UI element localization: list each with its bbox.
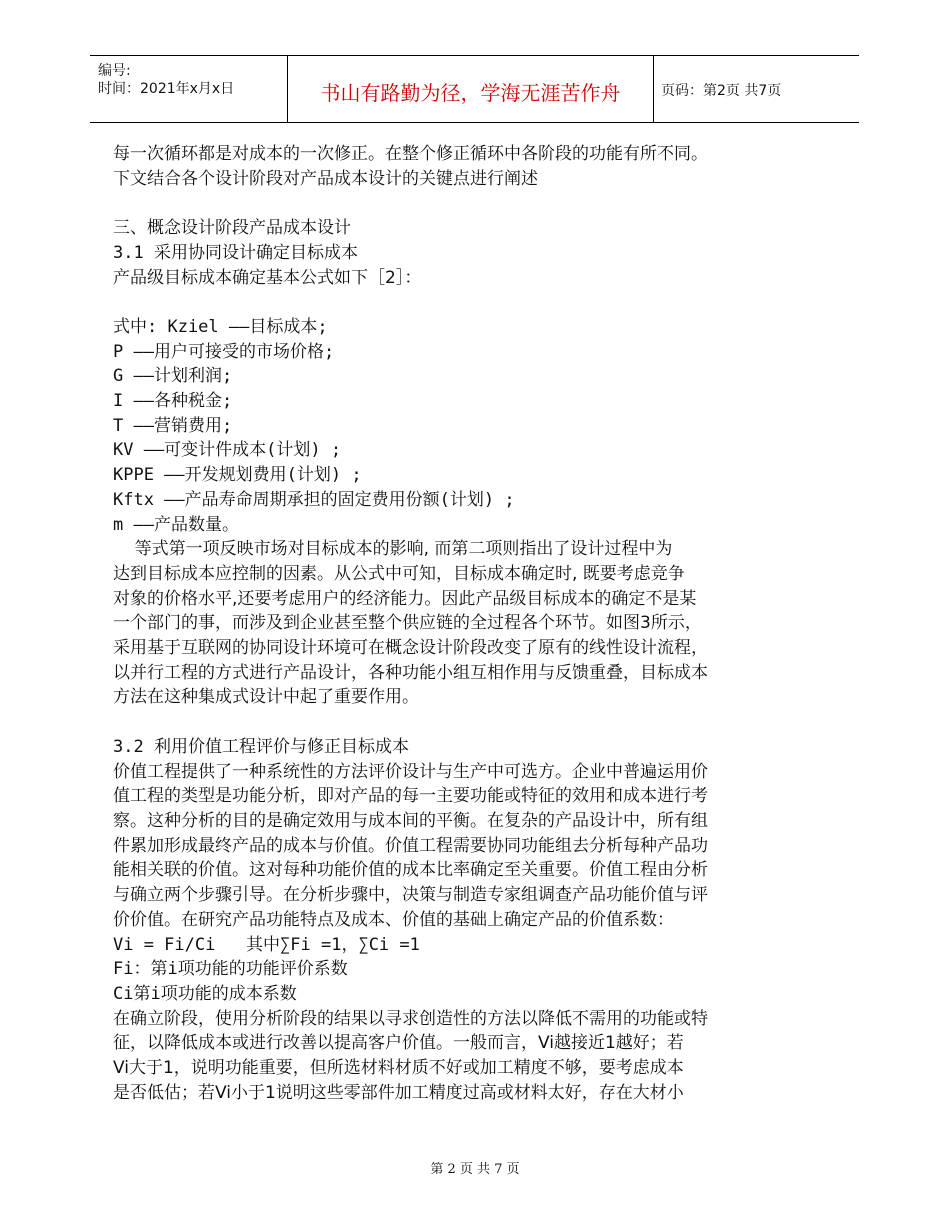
text-line: 件累加形成最终产品的成本与价值。价值工程需要协同功能组去分析每种产品功 — [113, 835, 708, 856]
text-line: KPPE ——开发规划费用(计划) ; — [113, 465, 362, 486]
page-footer: 第 2 页 共 7 页 — [430, 1162, 520, 1177]
text-line: P ——用户可接受的市场价格; — [113, 341, 335, 362]
blank-line — [113, 191, 773, 216]
text-line: Vi = Fi/Ci 其中∑Fi =1，∑Ci =1 — [113, 934, 420, 955]
header-motto-cell — [287, 56, 654, 122]
text-line: 达到目标成本应控制的因素。从公式中可知，目标成本确定时, 既要考虑竞争 — [113, 563, 685, 584]
text-line: m ——产品数量。 — [113, 514, 239, 535]
header-page-cell — [653, 56, 859, 122]
page-header — [90, 55, 859, 123]
blank-line — [113, 290, 773, 315]
document-body — [113, 142, 773, 1105]
text-line: 以并行工程的方式进行产品设计，各种功能小组互相作用与反馈重叠，目标成本 — [113, 662, 708, 683]
text-line: 等式第一项反映市场对目标成本的影响, 而第二项则指出了设计过程中为 — [113, 539, 673, 560]
number-label: 编号: — [98, 63, 131, 79]
text-line: 能相关联的价值。这对每种功能价值的成本比率确定至关重要。价值工程由分析 — [113, 860, 708, 881]
text-line: 产品级目标成本确定基本公式如下［2］： — [113, 267, 422, 288]
text-line: T ——营销费用; — [113, 415, 233, 436]
text-line: Vi大于1，说明功能重要，但所选材料材质不好或加工精度不够，要考虑成本 — [113, 1058, 684, 1079]
text-line: Kftx ——产品寿命周期承担的固定费用份额(计划) ; — [113, 489, 515, 510]
text-line: 下文结合各个设计阶段对产品成本设计的关键点进行阐述 — [113, 168, 538, 189]
text-line: 是否低估；若Vi小于1说明这些零部件加工精度过高或材料太好，存在大材小 — [113, 1082, 684, 1103]
text-line: 三、概念设计阶段产品成本设计 — [113, 218, 351, 239]
text-line: 察。这种分析的目的是确定效用与成本间的平衡。在复杂的产品设计中，所有组 — [113, 810, 708, 831]
text-line: 一个部门的事，而涉及到企业甚至整个供应链的全过程各个环节。如图3所示， — [113, 613, 702, 634]
text-line: 征，以降低成本或进行改善以提高客户价值。一般而言，Vi越接近1越好；若 — [113, 1033, 684, 1054]
text-line: 对象的价格水平,还要考虑用户的经济能力。因此产品级目标成本的确定不是某 — [113, 588, 697, 609]
text-line: 方法在这种集成式设计中起了重要作用。 — [113, 687, 419, 708]
blank-line — [113, 710, 773, 735]
time-label: 时间：2021年x月x日 — [98, 81, 235, 97]
text-line: 价价值。在研究产品功能特点及成本、价值的基础上确定产品的价值系数： — [113, 909, 674, 930]
text-line: 3.1 采用协同设计确定目标成本 — [113, 242, 358, 263]
text-line: 价值工程提供了一种系统性的方法评价设计与生产中可选方。企业中普遍运用价 — [113, 761, 708, 782]
motto-text: 书山有路勤为径，学海无涯苦作舟 — [320, 81, 621, 105]
text-line: 采用基于互联网的协同设计环境可在概念设计阶段改变了原有的线性设计流程， — [113, 638, 708, 659]
text-line: G ——计划利润; — [113, 366, 233, 387]
header-meta-cell — [90, 56, 287, 122]
text-line: 每一次循环都是对成本的一次修正。在整个修正循环中各阶段的功能有所不同。 — [113, 144, 708, 164]
text-line: Fi：第i项功能的功能评价系数 — [113, 959, 348, 980]
text-line: Ci第i项功能的成本系数 — [113, 983, 297, 1004]
text-line: 与确立两个步骤引导。在分析步骤中，决策与制造专家组调查产品功能价值与评 — [113, 885, 708, 906]
text-line: 3.2 利用价值工程评价与修正目标成本 — [113, 736, 409, 757]
text-line: 式中: Kziel ——目标成本; — [113, 316, 328, 337]
text-line: 在确立阶段，使用分析阶段的结果以寻求创造性的方法以降低不需用的功能或特 — [113, 1008, 708, 1029]
text-line: 值工程的类型是功能分析，即对产品的每一主要功能或特征的效用和成本进行考 — [113, 786, 708, 807]
page-info: 页码：第2页 共7页 — [661, 83, 782, 99]
text-line: KV ——可变计件成本(计划) ; — [113, 440, 342, 461]
text-line: I ——各种税金; — [113, 391, 233, 412]
